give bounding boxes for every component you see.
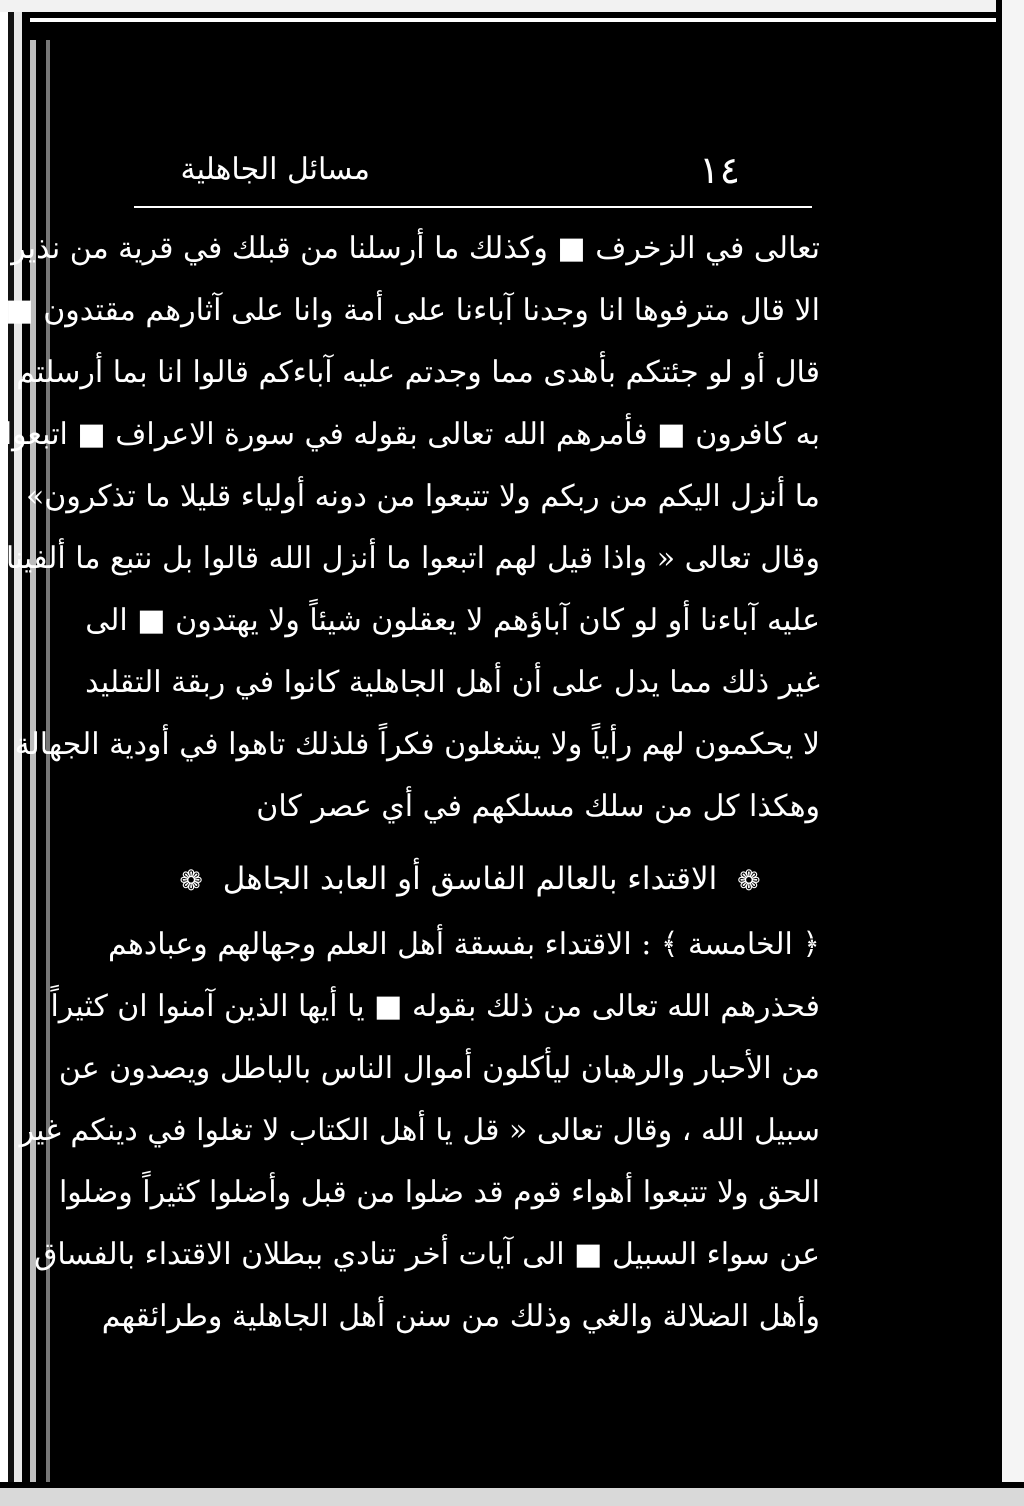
text-line: ﴿ الخامسة ﴾ : الاقتداء بفسقة أهل العلم وجهالهم وعبادهم [108,927,820,962]
paragraph-2 [19,914,820,1348]
page-number: ١٤ [699,148,740,192]
scan-top-inner-border [30,12,1024,40]
text-line: سبيل الله ، وقال تعالى « قل يا أهل الكتاب لا تغلوا في دينكم غير [19,1113,820,1148]
ornament-icon: ❁ [179,863,203,897]
text-line: غير ذلك مما يدل على أن أهل الجاهلية كانوا في ربقة التقليد [85,665,820,700]
text-line: تعالى في الزخرف ■ وكذلك ما أرسلنا من قبلك في قرية من نذير [11,231,820,266]
text-line: لا يحكمون لهم رأياً ولا يشغلون فكراً فلذلك تاهوا في أودية الجهالة [14,727,820,762]
book-page [3,140,820,1348]
text-line: عليه آباءنا أو لو كان آباؤهم لا يعقلون شيئاً ولا يهتدون ■ الى [85,603,820,638]
text-line: قال أو لو جئتكم بأهدى مما وجدتم عليه آباءكم قالوا انا بما أرسلتم [16,355,820,390]
section-heading-text: الاقتداء بالعالم الفاسق أو العابد الجاهل [222,861,718,897]
text-line: وأهل الضلالة والغي وذلك من سنن أهل الجاهلية وطرائقهم [101,1299,820,1334]
text-line: من الأحبار والرهبان ليأكلون أموال الناس بالباطل ويصدون عن [58,1051,820,1086]
paragraph-1 [3,218,820,838]
ornament-icon: ❁ [737,863,761,897]
scan-top-border [0,0,1024,12]
text-line: وهكذا كل من سلك مسلكهم في أي عصر كان [256,789,820,824]
text-line: به كافرون ■ فأمرهم الله تعالى بقوله في سورة الاعراف ■ اتبعوا [3,417,820,452]
scan-right-border [996,0,1024,1506]
header-rule [134,206,812,208]
running-title: مسائل الجاهلية [180,152,370,187]
text-line: الحق ولا تتبعوا أهواء قوم قد ضلوا من قبل وأضلوا كثيراً وضلوا [58,1175,820,1210]
text-line: عن سواء السبيل ■ الى آيات أخر تنادي ببطلان الاقتداء بالفساق [34,1237,820,1272]
text-line: وقال تعالى « واذا قيل لهم اتبعوا ما أنزل الله قالوا بل نتبع ما ألفينا [5,541,820,576]
text-line: ما أنزل اليكم من ربكم ولا تتبعوا من دونه أولياء قليلا ما تذكرون» [25,479,820,514]
text-line: فحذرهم الله تعالى من ذلك بقوله ■ يا أيها الذين آمنوا ان كثيراً [50,989,820,1024]
text-line: الا قال مترفوها انا وجدنا آباءنا على أمة وانا على آثارهم مقتدون ■ [5,293,820,328]
scan-bottom-border [0,1482,1024,1506]
running-head [120,140,820,206]
section-heading [120,844,820,914]
